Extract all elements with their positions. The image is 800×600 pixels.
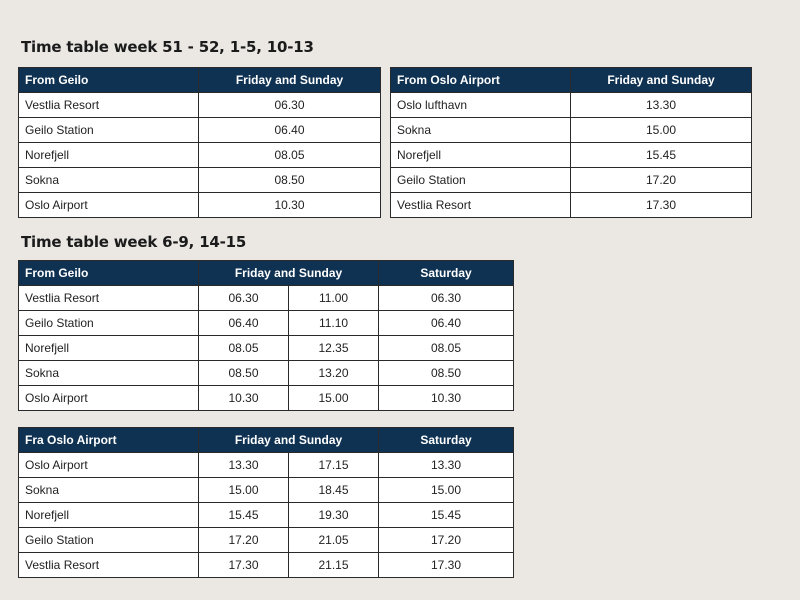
table-row <box>19 311 514 336</box>
departure-time: 17.30 <box>199 553 289 578</box>
departure-time: 21.15 <box>289 553 379 578</box>
departure-time: 13.30 <box>379 453 514 478</box>
stop-name: Geilo Station <box>19 528 199 553</box>
stop-name: Geilo Station <box>391 168 571 193</box>
departure-time: 06.30 <box>199 286 289 311</box>
stop-name: Vestlia Resort <box>19 93 199 118</box>
departure-time: 11.10 <box>289 311 379 336</box>
stop-name: Vestlia Resort <box>391 193 571 218</box>
departure-time: 13.30 <box>571 93 752 118</box>
section1-heading: Time table week 51 - 52, 1-5, 10-13 <box>21 38 314 56</box>
departure-time: 10.30 <box>199 386 289 411</box>
departure-time: 10.30 <box>379 386 514 411</box>
departure-time: 08.50 <box>199 168 381 193</box>
table-row <box>391 118 752 143</box>
table-row <box>19 118 381 143</box>
departure-time: 13.20 <box>289 361 379 386</box>
column-header-saturday: Saturday <box>379 261 514 286</box>
stop-name: Sokna <box>19 478 199 503</box>
departure-time: 08.05 <box>199 143 381 168</box>
departure-time: 17.30 <box>571 193 752 218</box>
departure-time: 17.15 <box>289 453 379 478</box>
table-row <box>19 453 514 478</box>
departure-time: 06.40 <box>199 118 381 143</box>
stop-name: Norefjell <box>19 143 199 168</box>
stop-name: Vestlia Resort <box>19 286 199 311</box>
departure-time: 08.50 <box>199 361 289 386</box>
departure-time: 21.05 <box>289 528 379 553</box>
column-header-friday-sunday: Friday and Sunday <box>199 261 379 286</box>
table-row <box>19 143 381 168</box>
table-header-row <box>19 261 514 286</box>
column-header-friday-sunday: Friday and Sunday <box>199 68 381 93</box>
stop-name: Geilo Station <box>19 311 199 336</box>
stop-name: Sokna <box>19 361 199 386</box>
departure-time: 15.00 <box>199 478 289 503</box>
table-row <box>391 143 752 168</box>
table-row <box>19 361 514 386</box>
table-row <box>391 93 752 118</box>
table-row <box>19 336 514 361</box>
timetable-from-oslo-airport-week6 <box>18 427 514 578</box>
stop-name: Vestlia Resort <box>19 553 199 578</box>
departure-time: 19.30 <box>289 503 379 528</box>
departure-time: 06.30 <box>199 93 381 118</box>
table-row <box>19 386 514 411</box>
stop-name: Sokna <box>19 168 199 193</box>
column-header-route: From Oslo Airport <box>391 68 571 93</box>
column-header-saturday: Saturday <box>379 428 514 453</box>
departure-time: 17.20 <box>379 528 514 553</box>
table-header-row <box>19 428 514 453</box>
stop-name: Norefjell <box>19 336 199 361</box>
departure-time: 17.20 <box>571 168 752 193</box>
departure-time: 13.30 <box>199 453 289 478</box>
timetable-from-geilo-week6 <box>18 260 514 411</box>
departure-time: 17.30 <box>379 553 514 578</box>
departure-time: 17.20 <box>199 528 289 553</box>
departure-time: 15.00 <box>289 386 379 411</box>
table-row <box>19 478 514 503</box>
table-row <box>19 193 381 218</box>
table-row <box>19 93 381 118</box>
departure-time: 08.05 <box>379 336 514 361</box>
column-header-route: From Geilo <box>19 68 199 93</box>
departure-time: 15.00 <box>571 118 752 143</box>
table-header-row <box>19 68 381 93</box>
departure-time: 06.40 <box>199 311 289 336</box>
departure-time: 08.50 <box>379 361 514 386</box>
table-header-row <box>391 68 752 93</box>
section2-heading: Time table week 6-9, 14-15 <box>21 233 247 251</box>
table-row <box>19 503 514 528</box>
departure-time: 18.45 <box>289 478 379 503</box>
departure-time: 10.30 <box>199 193 381 218</box>
stop-name: Norefjell <box>19 503 199 528</box>
departure-time: 06.30 <box>379 286 514 311</box>
timetable-from-geilo-week51 <box>18 67 381 218</box>
departure-time: 15.45 <box>199 503 289 528</box>
table-row <box>19 168 381 193</box>
table-row <box>391 168 752 193</box>
stop-name: Geilo Station <box>19 118 199 143</box>
departure-time: 15.00 <box>379 478 514 503</box>
stop-name: Oslo Airport <box>19 193 199 218</box>
column-header-route: Fra Oslo Airport <box>19 428 199 453</box>
stop-name: Norefjell <box>391 143 571 168</box>
stop-name: Sokna <box>391 118 571 143</box>
column-header-route: From Geilo <box>19 261 199 286</box>
departure-time: 11.00 <box>289 286 379 311</box>
column-header-friday-sunday: Friday and Sunday <box>571 68 752 93</box>
stop-name: Oslo Airport <box>19 386 199 411</box>
departure-time: 06.40 <box>379 311 514 336</box>
table-row <box>19 528 514 553</box>
departure-time: 12.35 <box>289 336 379 361</box>
departure-time: 15.45 <box>571 143 752 168</box>
stop-name: Oslo Airport <box>19 453 199 478</box>
table-row <box>391 193 752 218</box>
departure-time: 15.45 <box>379 503 514 528</box>
table-row <box>19 286 514 311</box>
stop-name: Oslo lufthavn <box>391 93 571 118</box>
departure-time: 08.05 <box>199 336 289 361</box>
table-row <box>19 553 514 578</box>
column-header-friday-sunday: Friday and Sunday <box>199 428 379 453</box>
timetable-from-oslo-airport-week51 <box>390 67 752 218</box>
